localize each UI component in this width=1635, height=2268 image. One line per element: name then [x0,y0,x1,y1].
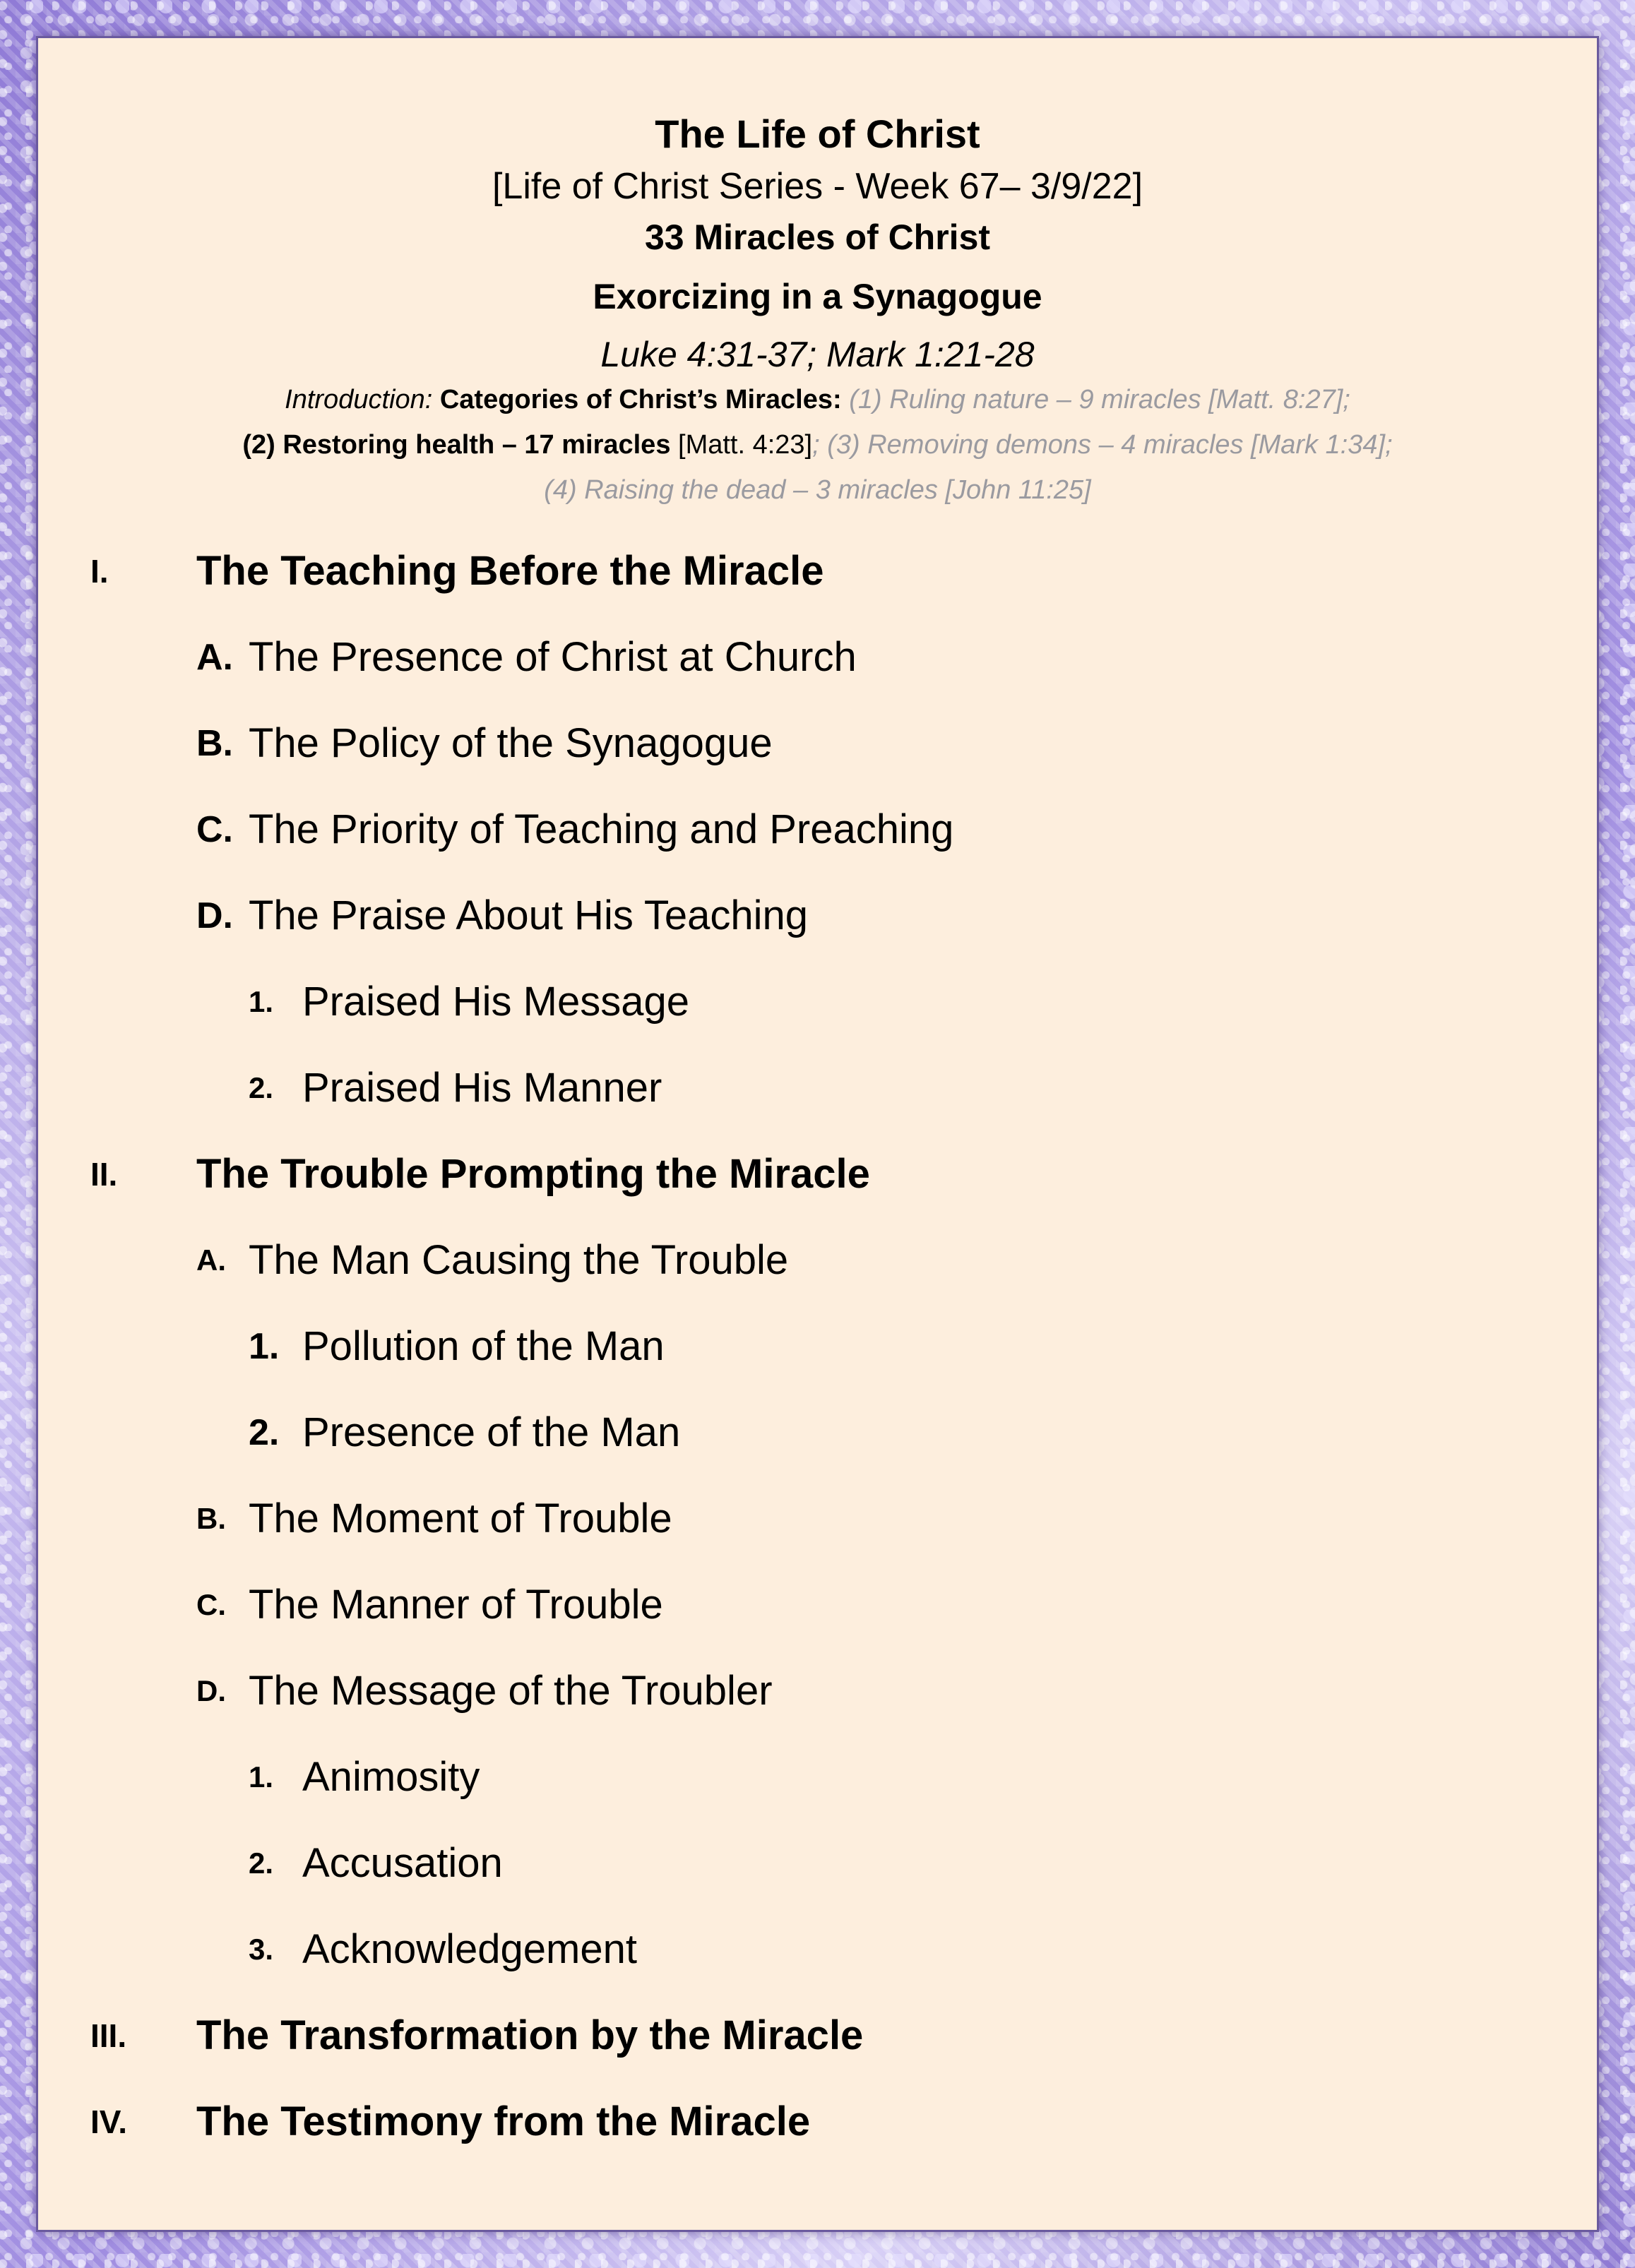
subtitle: 33 Miracles of Christ [644,217,991,257]
item-marker: D. [196,1674,226,1707]
item-text: The Presence of Christ at Church [249,634,857,680]
intro-category-2-ref: [Matt. 4:23] [678,430,813,460]
intro-category-3: ; (3) Removing demons – 4 miracles [Mark 1:34]; [812,430,1393,460]
subitem-text: Animosity [302,1754,480,1800]
item-text: The Priority of Teaching and Preaching [249,806,954,852]
item-text: The Moment of Trouble [249,1496,672,1541]
item-marker: C. [196,1588,226,1621]
subitem-marker: 3. [249,1933,274,1966]
subitem-marker: 2. [249,1846,274,1880]
intro-heading: Categories of Christ’s Miracles: [439,385,842,414]
item-text: The Man Causing the Trouble [249,1237,789,1283]
outline-section-3 [38,2004,1597,2067]
outline-item-1d [38,884,1597,948]
intro-line-1 [38,377,1597,422]
subitem-text: Presence of the Man [302,1409,681,1455]
outline-section-1 [38,539,1597,603]
section-title: The Transformation by the Miracle [196,2012,864,2058]
header [38,103,1597,383]
outline-section-2 [38,1142,1597,1206]
item-marker: C. [196,809,233,850]
outline-item-2a [38,1229,1597,1292]
subitem-marker: 1. [249,1760,274,1793]
subitem-text: Pollution of the Man [302,1323,665,1369]
outline-subitem-2d2 [38,1832,1597,1895]
item-text: The Message of the Troubler [249,1668,773,1714]
subitem-marker: 1. [249,985,274,1018]
section-title: The Teaching Before the Miracle [196,548,824,594]
section-numeral: IV. [90,2103,128,2140]
outline-item-2c [38,1573,1597,1637]
outline-item-1b [38,712,1597,775]
item-marker: A. [196,637,233,678]
outline-item-2d [38,1659,1597,1723]
sermon-title: Exorcizing in a Synagogue [593,277,1042,316]
subitem-marker: 1. [249,1326,280,1367]
subitem-marker: 2. [249,1071,274,1104]
subitem-text: Praised His Manner [302,1065,662,1111]
section-numeral: III. [90,2017,127,2054]
outline-subitem-1d1 [38,970,1597,1034]
outline-item-2b [38,1487,1597,1551]
subitem-marker: 2. [249,1412,280,1453]
outline-item-1a [38,626,1597,689]
outline-subitem-2a2 [38,1401,1597,1464]
section-title: The Testimony from the Miracle [196,2099,811,2144]
series-line: [Life of Christ Series - Week 67– 3/9/22] [492,166,1143,207]
sermon-outline-page [38,38,1597,2230]
introduction [38,377,1597,513]
item-text: The Manner of Trouble [249,1582,663,1628]
intro-category-2: (2) Restoring health – 17 miracles [242,430,671,460]
section-numeral: I. [90,553,109,590]
subitem-text: Acknowledgement [302,1926,637,1972]
outline-subitem-1d2 [38,1056,1597,1120]
outline-item-1c [38,798,1597,861]
outline-subitem-2d1 [38,1745,1597,1809]
item-marker: D. [196,895,233,936]
intro-category-1: (1) Ruling nature – 9 miracles [Matt. 8:27]; [849,385,1350,414]
item-text: The Policy of the Synagogue [249,720,773,766]
subitem-text: Accusation [302,1840,503,1886]
scripture-reference: Luke 4:31-37; Mark 1:21-28 [600,335,1035,374]
item-text: The Praise About His Teaching [249,893,809,938]
outline-section-4 [38,2090,1597,2154]
intro-category-4: (4) Raising the dead – 3 miracles [John 11:25] [544,475,1091,505]
intro-label: Introduction: [285,385,433,414]
section-numeral: II. [90,1156,118,1193]
item-marker: B. [196,1502,226,1535]
outline-subitem-2a1 [38,1315,1597,1378]
intro-line-2 [38,422,1597,467]
item-marker: B. [196,723,233,764]
item-marker: A. [196,1243,226,1277]
intro-line-3 [38,467,1597,513]
section-title: The Trouble Prompting the Miracle [196,1151,870,1197]
page-title: The Life of Christ [655,112,980,156]
subitem-text: Praised His Message [302,979,689,1025]
outline-subitem-2d3 [38,1918,1597,1981]
